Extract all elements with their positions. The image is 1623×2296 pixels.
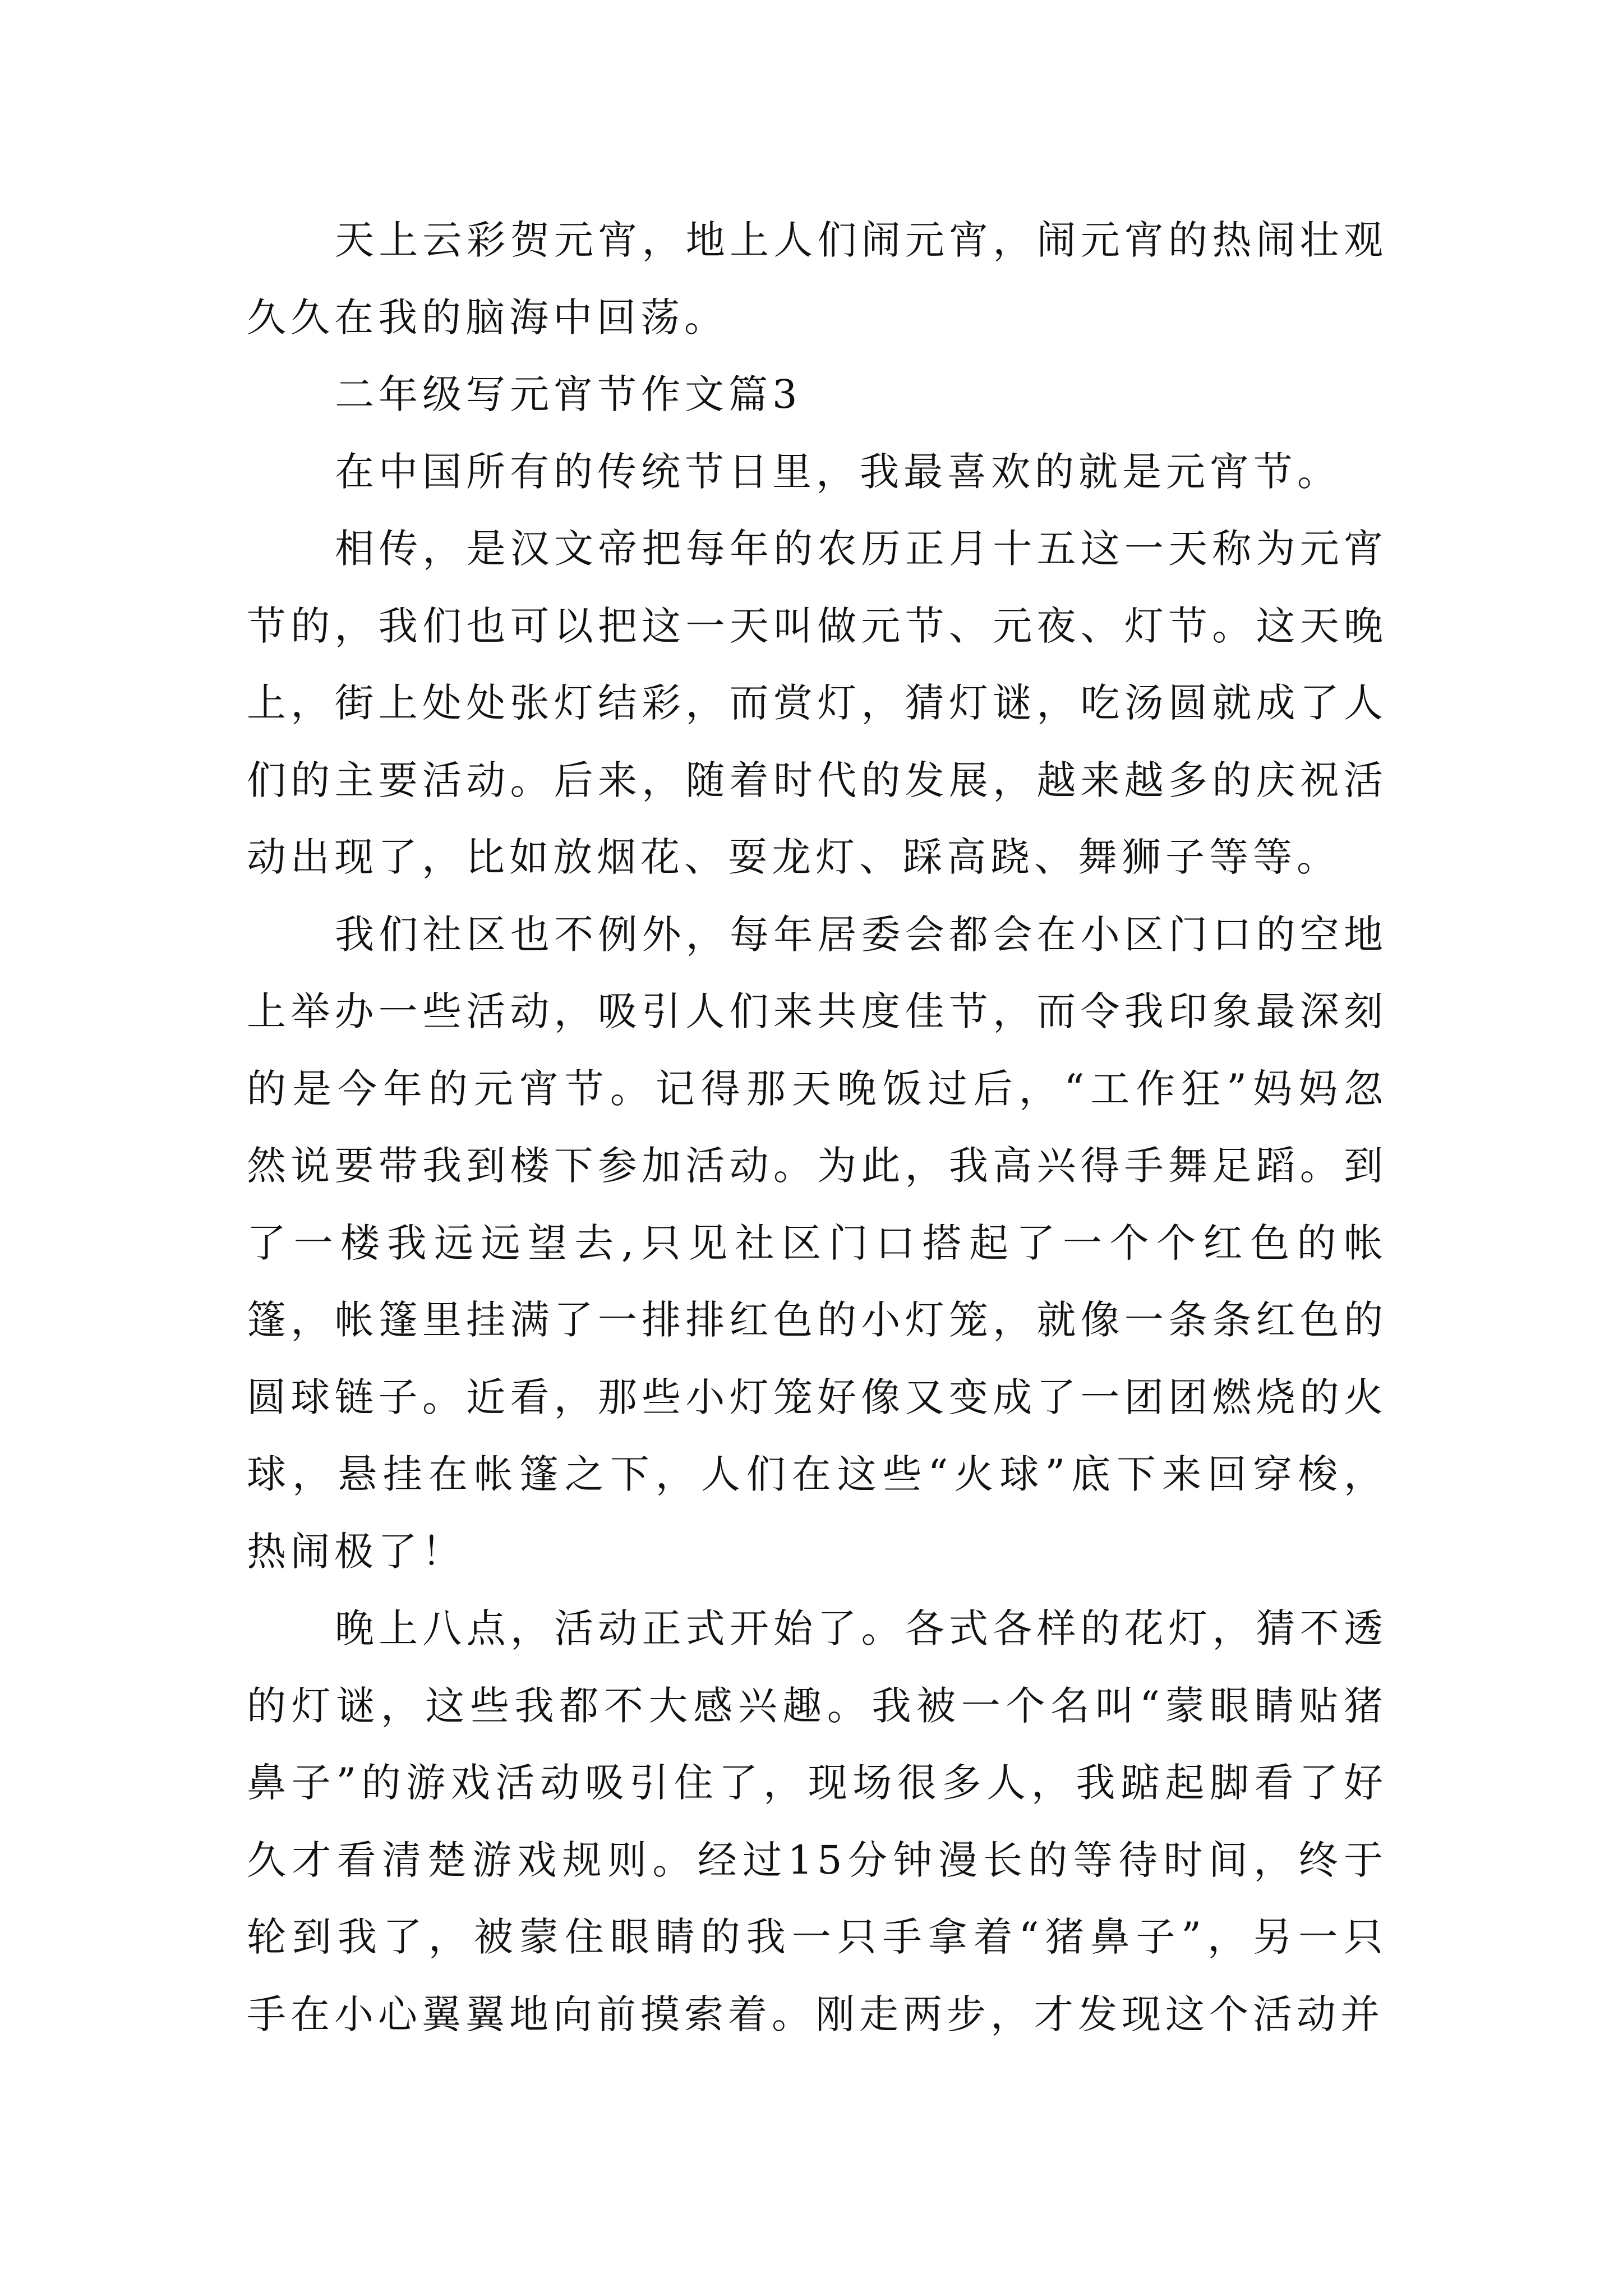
section-heading: 二年级写元宵节作文篇3	[335, 371, 802, 417]
document-body	[247, 202, 1387, 2053]
paragraph-5: 晚上八点，活动正式开始了。各式各样的花灯，猜不透的灯谜，这些我都不大感兴趣。我被一个名叫“蒙眼睛贴猪鼻子”的游戏活动吸引住了，现场很多人，我踮起脚看了好久才看清楚游戏规则。经过15分钟漫长的等待时间，终于轮到我了，被蒙住眼睛的我一只手拿着“猪鼻子”，另一只手在小心翼翼地向前摸索着。刚走两步，才发现这个活动并	[247, 1605, 1387, 2037]
paragraph-3: 相传，是汉文帝把每年的农历正月十五这一天称为元宵节的，我们也可以把这一天叫做元节、元夜、灯节。这天晚上，街上处处张灯结彩，而赏灯，猜灯谜，吃汤圆就成了人们的主要活动。后来，随着时代的发展，越来越多的庆祝活动出现了，比如放烟花、耍龙灯、踩高跷、舞狮子等等。	[247, 526, 1387, 880]
paragraph-4: 我们社区也不例外，每年居委会都会在小区门口的空地上举办一些活动，吸引人们来共度佳节，而令我印象最深刻的是今年的元宵节。记得那天晚饭过后，“工作狂”妈妈忽然说要带我到楼下参加活动。为此，我高兴得手舞足蹈。到了一楼我远远望去,只见社区门口搭起了一个个红色的帐篷，帐篷里挂满了一排排红色的小灯笼，就像一条条红色的圆球链子。近看，那些小灯笼好像又变成了一团团燃烧的火球，悬挂在帐篷之下，人们在这些“火球”底下来回穿梭，热闹极了！	[247, 911, 1387, 1575]
paragraph-2: 在中国所有的传统节日里，我最喜欢的就是元宵节。	[335, 448, 1341, 495]
paragraph-1: 天上云彩贺元宵，地上人们闹元宵，闹元宵的热闹壮观久久在我的脑海中回荡。	[247, 217, 1387, 341]
